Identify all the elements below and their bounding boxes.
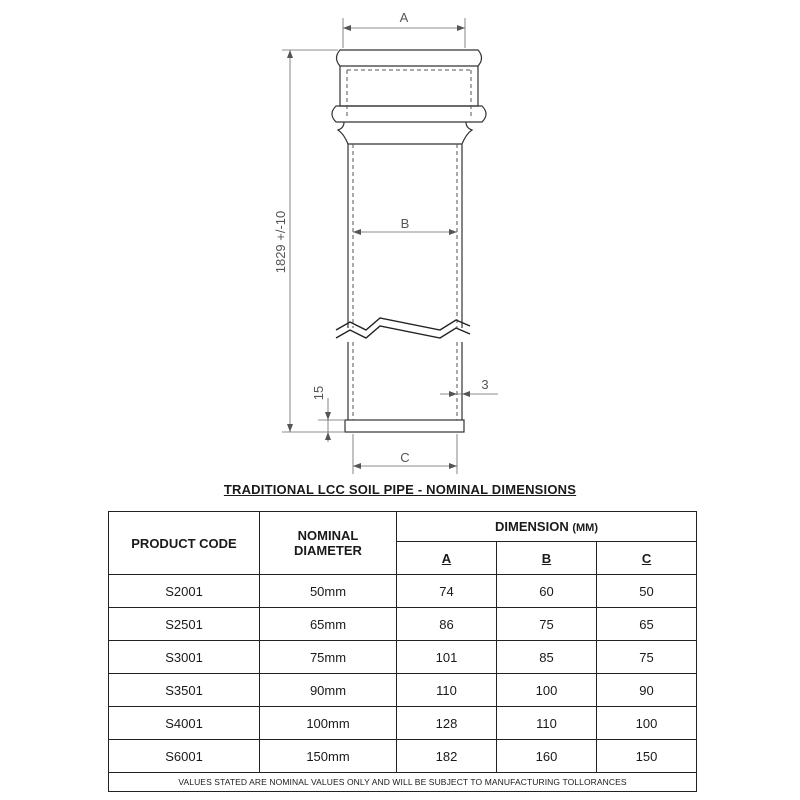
cell-c: 65 [597,608,697,641]
header-col-c: C [597,542,697,575]
table-title: TRADITIONAL LCC SOIL PIPE - NOMINAL DIMENSIONS [223,482,577,497]
header-nominal-diameter [260,512,397,575]
label-socket-depth: 15 [311,385,326,401]
header-col-a: A [397,542,497,575]
header-col-b: B [497,542,597,575]
header-nominal-line2: DIAMETER [294,543,362,558]
cell-c: 100 [597,707,697,740]
cell-a: 86 [397,608,497,641]
table-row [109,740,697,773]
dimensions-table [108,511,697,792]
cell-code: S6001 [109,740,260,773]
cell-b: 85 [497,641,597,674]
cell-b: 75 [497,608,597,641]
cell-a: 110 [397,674,497,707]
cell-b: 110 [497,707,597,740]
label-overall-length: 1829 +/-10 [273,210,288,274]
socket-top-collar [337,50,482,66]
cell-diameter: 65mm [260,608,397,641]
table-row [109,707,697,740]
table-row [109,575,697,608]
cell-c: 90 [597,674,697,707]
table-row [109,608,697,641]
header-dimension-label: DIMENSION [495,519,569,534]
header-dimension-unit: (MM) [572,522,598,534]
label-wall-thickness: 3 [481,377,489,392]
cell-diameter: 150mm [260,740,397,773]
cell-c: 75 [597,641,697,674]
table-footnote: VALUES STATED ARE NOMINAL VALUES ONLY AND WILL BE SUBJECT TO MANUFACTURING TOLLORANCES [109,773,697,792]
header-nominal-line1: NOMINAL [297,528,359,543]
table-row [109,674,697,707]
socket-shoulder [338,122,472,144]
break-lines [336,318,470,338]
cell-b: 100 [497,674,597,707]
label-a: A [399,10,409,25]
spigot-bead [345,420,464,432]
cell-code: S4001 [109,707,260,740]
cell-b: 60 [497,575,597,608]
cell-c: 150 [597,740,697,773]
cell-code: S2001 [109,575,260,608]
cell-a: 101 [397,641,497,674]
cell-code: S3001 [109,641,260,674]
cell-diameter: 100mm [260,707,397,740]
label-c: C [400,450,410,465]
table-row [109,641,697,674]
socket-bottom-collar [332,106,486,122]
cell-diameter: 75mm [260,641,397,674]
cell-c: 50 [597,575,697,608]
header-dimension [397,512,697,542]
cell-code: S3501 [109,674,260,707]
header-product-code: PRODUCT CODE [109,512,260,575]
cell-a: 182 [397,740,497,773]
socket-body [340,66,478,106]
cell-diameter: 50mm [260,575,397,608]
cell-a: 128 [397,707,497,740]
cell-a: 74 [397,575,497,608]
cell-diameter: 90mm [260,674,397,707]
cell-code: S2501 [109,608,260,641]
cell-b: 160 [497,740,597,773]
label-b: B [400,216,410,231]
